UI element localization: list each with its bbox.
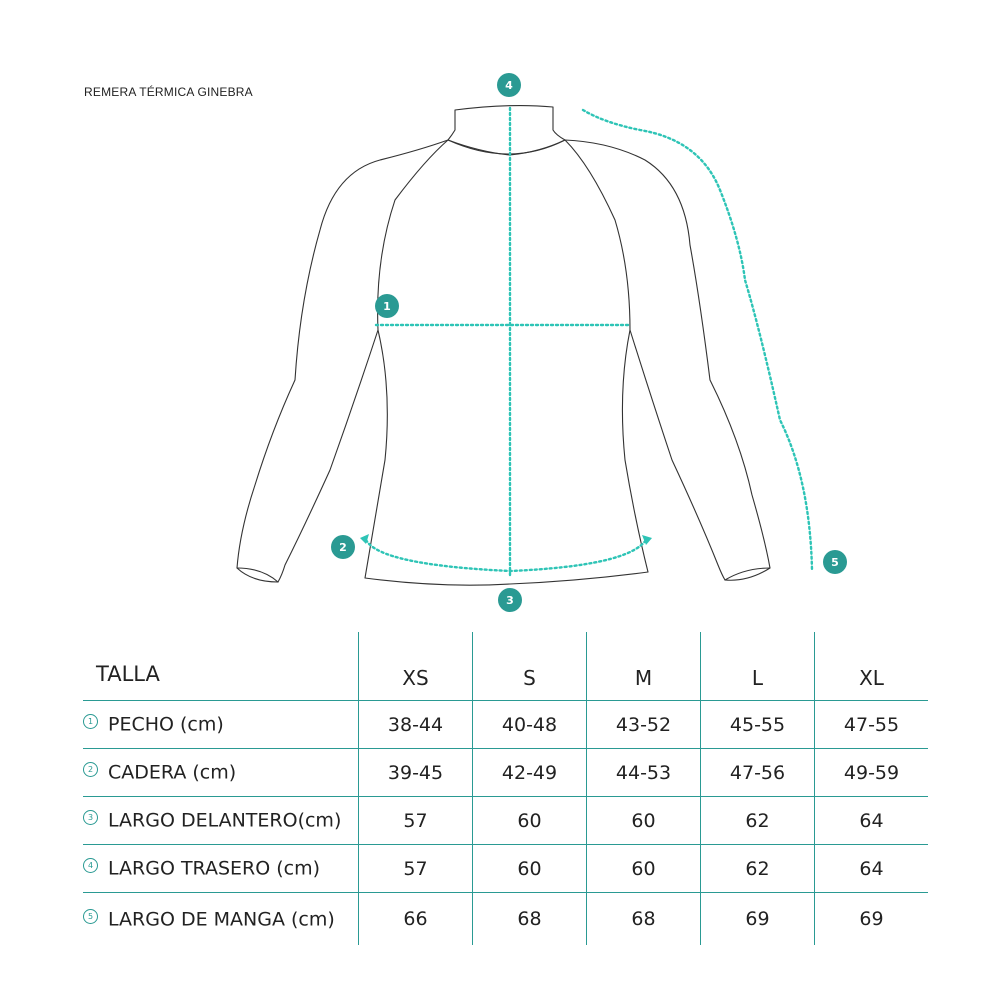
row-label-cell	[83, 749, 359, 797]
row-label: CADERA (cm)	[108, 761, 237, 784]
cell-xs: 66	[359, 893, 473, 946]
svg-text:3: 3	[506, 594, 514, 607]
cell-l: 62	[701, 845, 815, 893]
table-row	[83, 893, 928, 946]
size-header-l: L	[701, 632, 815, 701]
marker-1	[375, 294, 399, 318]
cell-m: 60	[587, 797, 701, 845]
row-number-icon: 3	[83, 810, 98, 825]
hip-line	[366, 540, 646, 571]
product-title: REMERA TÉRMICA GINEBRA	[84, 85, 253, 99]
row-number-icon: 1	[83, 714, 98, 729]
svg-text:1: 1	[383, 300, 391, 313]
table-row	[83, 845, 928, 893]
svg-text:2: 2	[339, 541, 347, 554]
marker-2	[331, 535, 355, 559]
cell-xl: 69	[815, 893, 929, 946]
row-label-cell	[83, 845, 359, 893]
cell-xs: 38-44	[359, 701, 473, 749]
row-label: PECHO (cm)	[108, 713, 224, 736]
cell-s: 42-49	[473, 749, 587, 797]
size-table	[83, 632, 928, 945]
cell-s: 60	[473, 797, 587, 845]
table-row	[83, 749, 928, 797]
svg-text:5: 5	[831, 556, 839, 569]
row-number-icon: 2	[83, 762, 98, 777]
measurement-lines	[366, 108, 812, 578]
row-label-cell	[83, 701, 359, 749]
size-header-m: M	[587, 632, 701, 701]
row-label-cell	[83, 797, 359, 845]
cell-s: 60	[473, 845, 587, 893]
row-label: LARGO TRASERO (cm)	[108, 857, 321, 880]
cell-s: 68	[473, 893, 587, 946]
row-number-icon: 5	[83, 909, 98, 924]
size-header-xs: XS	[359, 632, 473, 701]
cell-xs: 57	[359, 797, 473, 845]
table-row	[83, 797, 928, 845]
cell-xl: 49-59	[815, 749, 929, 797]
cell-s: 40-48	[473, 701, 587, 749]
cell-l: 62	[701, 797, 815, 845]
cell-xs: 39-45	[359, 749, 473, 797]
row-label: LARGO DELANTERO(cm)	[108, 809, 342, 832]
marker-4	[497, 73, 521, 97]
row-label: LARGO DE MANGA (cm)	[108, 908, 335, 931]
cell-l: 47-56	[701, 749, 815, 797]
cell-xs: 57	[359, 845, 473, 893]
marker-5	[823, 550, 847, 574]
marker-3	[498, 588, 522, 612]
hip-arrowheads	[360, 534, 652, 545]
cell-m: 43-52	[587, 701, 701, 749]
size-header-row	[83, 632, 928, 701]
sleeve-line	[583, 110, 812, 570]
table-row	[83, 701, 928, 749]
row-number-icon: 4	[83, 858, 98, 873]
cell-m: 60	[587, 845, 701, 893]
cell-m: 44-53	[587, 749, 701, 797]
talla-header: TALLA	[83, 632, 359, 701]
cell-l: 45-55	[701, 701, 815, 749]
cell-m: 68	[587, 893, 701, 946]
cell-xl: 64	[815, 845, 929, 893]
shirt-outline	[237, 106, 770, 586]
cell-xl: 47-55	[815, 701, 929, 749]
row-label-cell	[83, 893, 359, 946]
size-header-xl: XL	[815, 632, 929, 701]
cell-xl: 64	[815, 797, 929, 845]
svg-text:4: 4	[505, 79, 513, 92]
size-header-s: S	[473, 632, 587, 701]
cell-l: 69	[701, 893, 815, 946]
